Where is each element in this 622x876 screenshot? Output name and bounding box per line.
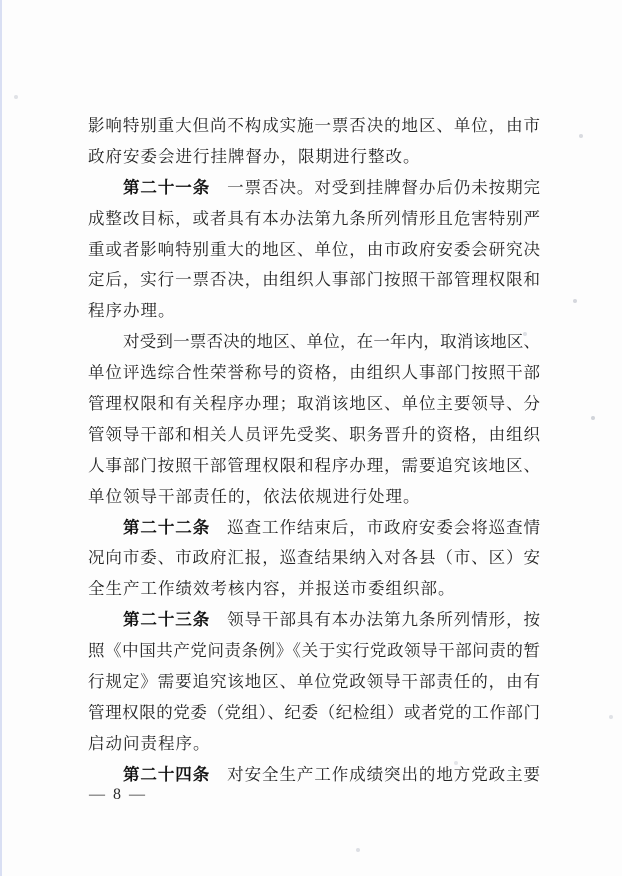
line-text: 程序办理。 bbox=[88, 301, 176, 321]
text-line bbox=[88, 173, 540, 204]
line-text: 单位评选综合性荣誉称号的资格，由组织人事部门按照干部 bbox=[88, 363, 540, 383]
text-line bbox=[88, 698, 540, 729]
text-line bbox=[88, 389, 540, 420]
article-number: 第二十四条 bbox=[123, 765, 211, 784]
line-text: 全生产工作绩效考核内容，并报送市委组织部。 bbox=[88, 579, 456, 599]
line-text: 况向市委、市政府汇报，巡查结果纳入对各县（市、区）安 bbox=[88, 548, 540, 568]
article-number: 第二十三条 bbox=[123, 611, 211, 630]
line-text: 影响特别重大但尚不构成实施一票否决的地区、单位，由市 bbox=[88, 116, 540, 135]
text-line bbox=[88, 760, 540, 791]
line-text: 一票否决。对受到挂牌督办后仍未按期完 bbox=[227, 177, 540, 197]
text-line bbox=[88, 636, 540, 667]
line-text: 管理权限的党委（党组）、纪委（纪检组）或者党的工作部门 bbox=[88, 702, 540, 722]
line-text: 对受到一票否决的地区、单位，在一年内，取消该地区、 bbox=[123, 332, 540, 352]
text-line bbox=[88, 204, 540, 235]
line-text: 重或者影响特别重大的地区、单位，由市政府安委会研究决 bbox=[88, 239, 540, 259]
scan-noise-specks bbox=[0, 0, 2, 2]
text-line bbox=[88, 327, 540, 358]
text-line bbox=[88, 265, 540, 296]
text-line bbox=[88, 482, 540, 513]
text-line bbox=[88, 605, 540, 636]
text-line bbox=[88, 296, 540, 327]
text-line bbox=[88, 111, 540, 142]
line-text: 巡查工作结束后，市政府安委会将巡查情 bbox=[227, 517, 540, 537]
line-text: 对安全生产工作成绩突出的地方党政主要 bbox=[227, 764, 540, 784]
line-text: 管领导干部和相关人员评先受奖、职务晋升的资格，由组织 bbox=[88, 424, 540, 444]
line-text: 成整改目标，或者具有本办法第九条所列情形且危害特别严 bbox=[88, 208, 540, 228]
scanner-edge-shadow bbox=[0, 0, 2, 876]
text-line bbox=[88, 543, 540, 574]
text-line bbox=[88, 667, 540, 698]
line-text: 领导干部具有本办法第九条所列情形，按 bbox=[227, 610, 540, 630]
line-text: 政府安委会进行挂牌督办，限期进行整改。 bbox=[88, 146, 421, 166]
text-line bbox=[88, 358, 540, 389]
text-line bbox=[88, 574, 540, 605]
text-line bbox=[88, 420, 540, 451]
page-number: — 8 — bbox=[89, 786, 147, 803]
text-line bbox=[88, 142, 540, 173]
line-text: 照《中国共产党问责条例》《关于实行党政领导干部问责的暂 bbox=[88, 641, 540, 661]
text-line bbox=[88, 451, 540, 482]
article-number: 第二十二条 bbox=[123, 518, 211, 537]
text-line bbox=[88, 513, 540, 544]
line-text: 人事部门按照干部管理权限和程序办理，需要追究该地区、 bbox=[88, 455, 540, 475]
document-body-text bbox=[88, 111, 540, 791]
line-text: 定后，实行一票否决，由组织人事部门按照干部管理权限和 bbox=[88, 270, 540, 290]
line-text: 行规定》需要追究该地区、单位党政领导干部责任的，由有 bbox=[88, 672, 540, 692]
text-line bbox=[88, 235, 540, 266]
text-line bbox=[88, 729, 540, 760]
article-number: 第二十一条 bbox=[123, 178, 211, 197]
line-text: 单位领导干部责任的，依法依规进行处理。 bbox=[88, 486, 421, 506]
line-text: 管理权限和有关程序办理；取消该地区、单位主要领导、分 bbox=[88, 394, 540, 414]
line-text: 启动问责程序。 bbox=[88, 733, 211, 753]
